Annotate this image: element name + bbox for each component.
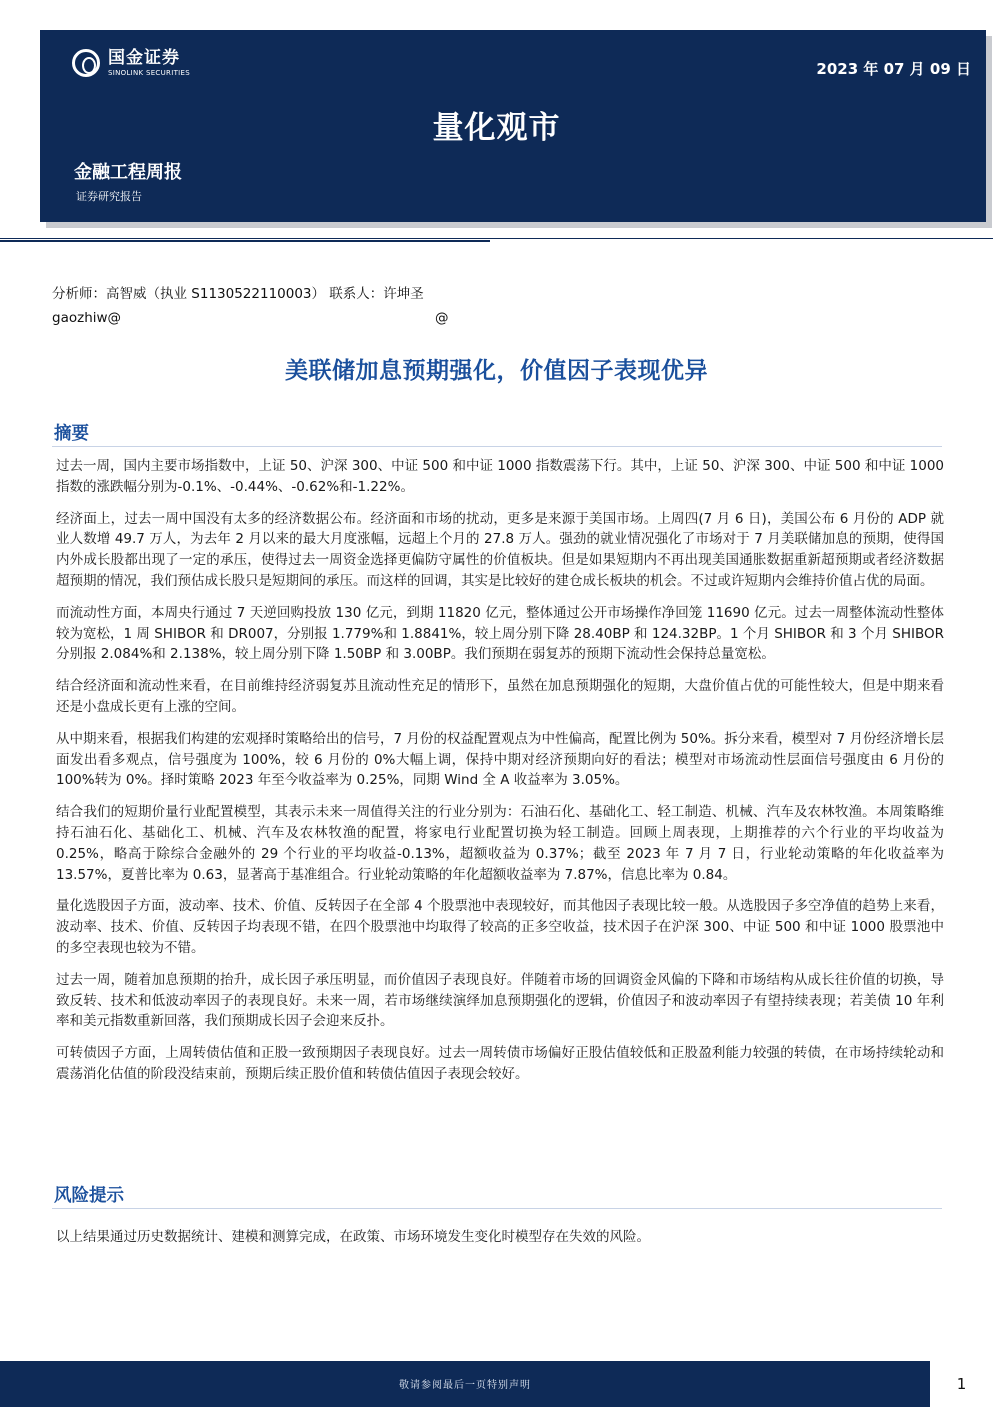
footer-disclaimer: 敬请参阅最后一页特别声明 [399, 1380, 531, 1391]
summary-divider [52, 446, 942, 447]
header-divider-thick [0, 240, 490, 242]
company-logo [72, 43, 222, 83]
contact-email[interactable]: @ [435, 310, 449, 326]
summary-paragraph: 结合我们的短期价量行业配置模型，其表示未来一周值得关注的行业分别为：石油石化、基础化工、轻工制造、机械、汽车及农林牧渔。本周策略维持石油石化、基础化工、机械、汽车及农林牧渔的配置，将家电行业配置切换为轻工制造。回顾上周表现，上期推荐的六个行业的平均收益为 0.25%，略高于除综合金融外的 29 个行业的平均收益-0.13%，超额收益为 0.37%；截至 2023 年 7 月 7 日，行业轮动策略的年化收益率为 13.57%，夏普比率为 0.63，显著高于基准组合。行业轮动策略的年化超额收益率为 7.87%，信息比率为 0.84。 [56, 804, 944, 883]
risk-text: 以上结果通过历史数据统计、建模和测算完成，在政策、市场环境发生变化时模型存在失效的风险。 [56, 1229, 650, 1245]
analyst-line: 分析师：高智威（执业 S1130522110003） 联系人：许坤圣 [52, 286, 424, 302]
report-type: 证券研究报告 [76, 190, 142, 203]
logo-cn-text: 国金证券 [108, 47, 180, 68]
email-line [52, 310, 472, 326]
summary-paragraph: 从中期来看，根据我们构建的宏观择时策略给出的信号，7 月份的权益配置观点为中性偏高，配置比例为 50%。拆分来看，模型对 7 月份经济增长层面发出看多观点，信号强度为 100%，较 6 月份的 0%大幅上调，保持中期对经济预期向好的看法；模型对市场流动性层面信号强度由 6 月份的 100%转为 0%。择时策略 2023 年至今收益率为 0.25%，同期 Wind 全 A 收益率为 3.05%。 [56, 730, 944, 789]
header-divider [0, 238, 993, 239]
page-number: 1 [956, 1375, 967, 1393]
risk-divider [52, 1208, 942, 1209]
report-date: 2023 年 07 月 09 日 [816, 60, 971, 78]
summary-paragraph: 过去一周，国内主要市场指数中，上证 50、沪深 300、中证 500 和中证 1000 指数震荡下行。其中，上证 50、沪深 300、中证 500 和中证 1000 指数的涨跌幅分别为-0.1%、-0.44%、-0.62%和-1.22%。 [56, 458, 944, 495]
summary-heading: 摘要 [54, 424, 89, 444]
summary-paragraph: 过去一周，随着加息预期的抬升，成长因子承压明显，而价值因子表现良好。伴随着市场的回调资金风偏的下降和市场结构从成长往价值的切换，导致反转、技术和低波动率因子的表现良好。未来一周，若市场继续演绎加息预期强化的逻辑，价值因子和波动率因子有望持续表现；若美债 10 年利率和美元指数重新回落，我们预期成长因子会迎来反扑。 [56, 971, 944, 1030]
report-headline: 美联储加息预期强化，价值因子表现优异 [285, 358, 708, 384]
summary-paragraph: 可转债因子方面，上周转债估值和正股一致预期因子表现良好。过去一周转债市场偏好正股估值较低和正股盈利能力较强的转债，在市场持续轮动和震荡消化估值的阶段没结束前，预期后续正股价值和转债估值因子表现会较好。 [56, 1045, 944, 1082]
summary-paragraph: 经济面上，过去一周中国没有太多的经济数据公布。经济面和市场的扰动，更多是来源于美国市场。上周四(7 月 6 日)，美国公布 6 月份的 ADP 就业人数增 49.7 万人，为去年 2 月以来的最大月度涨幅，远超上个月的 27.8 万人。强劲的就业情况强化了市场对于 7 月美联储加息的预期，使得国内外成长股都出现了一定的承压，使得过去一周资金选择更偏防守属性的价值板块。但是如果短期内不再出现美国通胀数据重新超预期或者经济数据超预期的情况，我们预估成长股只是短期间的承压。而这样的回调，其实是比较好的建仓成长板块的机会。不过或许短期内会维持价值占优的局面。 [56, 510, 944, 589]
summary-paragraph: 而流动性方面，本周央行通过 7 天逆回购投放 130 亿元，到期 11820 亿元，整体通过公开市场操作净回笼 11690 亿元。过去一周整体流动性整体较为宽松，1 周 SHIBOR 和 DR007，分别报 1.779%和 1.8841%，较上周分别下降 28.40BP 和 124.32BP。1 个月 SHIBOR 和 3 个月 SHIBOR 分别报 2.084%和 2.138%，较上周分别下降 1.50BP 和 3.00BP。我们预期在弱复苏的预期下流动性会保持总量宽松。 [56, 604, 944, 663]
summary-paragraph: 结合经济面和流动性来看，在目前维持经济弱复苏且流动性充足的情形下，虽然在加息预期强化的短期，大盘价值占优的可能性较大，但是中期来看还是小盘成长更有上涨的空间。 [56, 678, 944, 715]
logo-en-text: SINOLINK SECURITIES [108, 68, 190, 77]
report-series: 金融工程周报 [74, 162, 182, 183]
summary-paragraph: 量化选股因子方面，波动率、技术、价值、反转因子在全部 4 个股票池中表现较好，而其他因子表现比较一般。从选股因子多空净值的趋势上来看，波动率、技术、价值、反转因子均表现不错，在四个股票池中均取得了较高的正多空收益，技术因子在沪深 300、中证 500 和中证 1000 股票池中的多空表现也较为不错。 [56, 898, 944, 956]
report-title: 量化观市 [432, 110, 561, 146]
summary-body [56, 456, 944, 1096]
analyst-email[interactable]: gaozhiw@ [52, 310, 122, 326]
logo-icon [72, 49, 100, 77]
risk-heading: 风险提示 [54, 1186, 124, 1206]
